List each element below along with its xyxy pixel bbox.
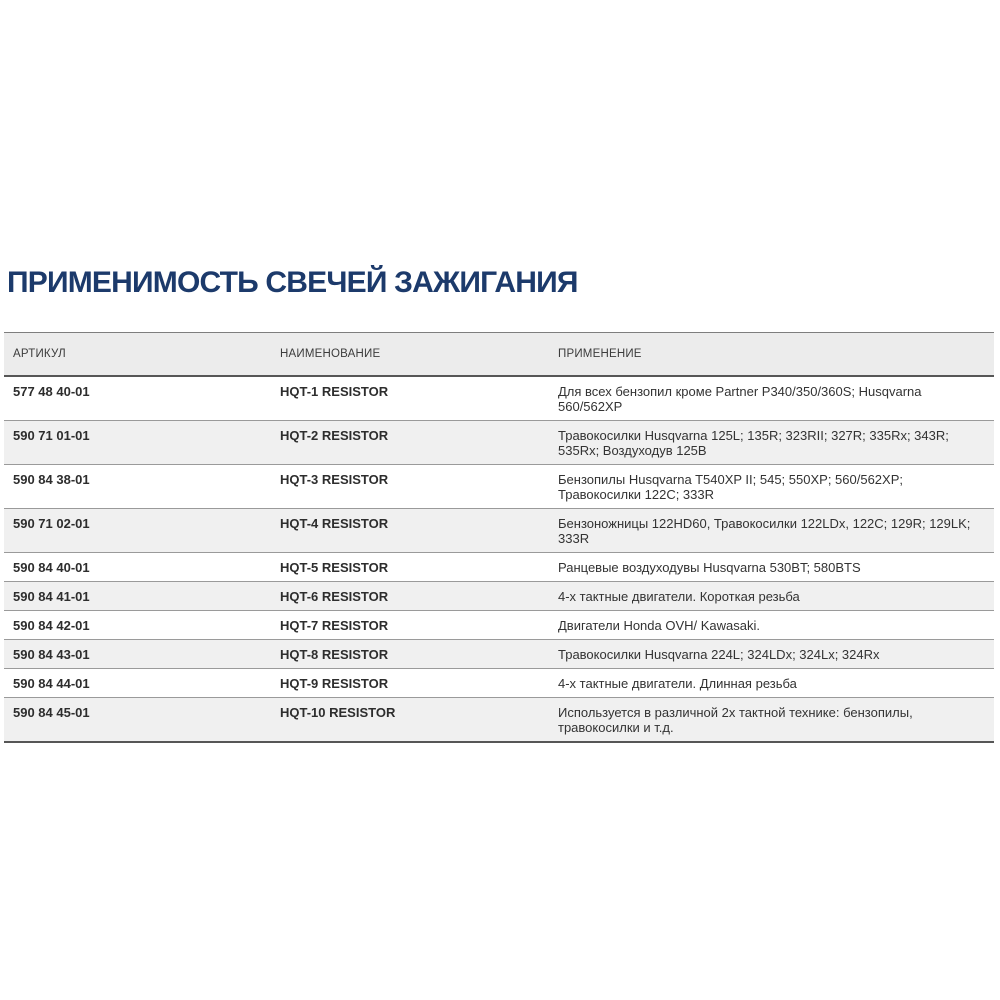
table-row bbox=[4, 509, 994, 553]
name-cell: HQT-6 RESISTOR bbox=[280, 589, 389, 604]
application-cell: Двигатели Honda OVH/ Kawasaki. bbox=[558, 618, 761, 633]
article-cell: 590 84 40-01 bbox=[13, 560, 90, 575]
table-row bbox=[4, 582, 994, 611]
spark-plug-applicability-table bbox=[4, 332, 994, 743]
name-cell: HQT-9 RESISTOR bbox=[280, 676, 389, 691]
application-cell: Ранцевые воздуходувы Husqvarna 530BT; 580BTS bbox=[558, 560, 861, 575]
name-cell: HQT-1 RESISTOR bbox=[280, 384, 389, 399]
table-row bbox=[4, 553, 994, 582]
name-cell: HQT-3 RESISTOR bbox=[280, 472, 389, 487]
table-row bbox=[4, 669, 994, 698]
application-cell: Для всех бензопил кроме Partner P340/350/360S; Husqvarna 560/562XP bbox=[558, 384, 922, 414]
application-cell: 4-х тактные двигатели. Короткая резьба bbox=[558, 589, 800, 604]
column-header-application: ПРИМЕНЕНИЕ bbox=[558, 347, 642, 360]
column-header-name: НАИМЕНОВАНИЕ bbox=[280, 347, 381, 360]
table-row bbox=[4, 377, 994, 421]
application-cell: Бензопилы Husqvarna T540XP II; 545; 550XP; 560/562XP; Травокосилки 122C; 333R bbox=[558, 472, 903, 502]
article-cell: 590 84 44-01 bbox=[13, 676, 90, 691]
name-cell: HQT-8 RESISTOR bbox=[280, 647, 389, 662]
name-cell: HQT-4 RESISTOR bbox=[280, 516, 389, 531]
name-cell: HQT-2 RESISTOR bbox=[280, 428, 389, 443]
article-cell: 590 71 01-01 bbox=[13, 428, 90, 443]
name-cell: HQT-5 RESISTOR bbox=[280, 560, 389, 575]
article-cell: 590 84 41-01 bbox=[13, 589, 90, 604]
application-cell: Травокосилки Husqvarna 224L; 324LDx; 324Lx; 324Rx bbox=[558, 647, 880, 662]
article-cell: 577 48 40-01 bbox=[13, 384, 90, 399]
table-header-row bbox=[4, 333, 994, 377]
application-cell: Бензоножницы 122HD60, Травокосилки 122LDx, 122C; 129R; 129LK; 333R bbox=[558, 516, 971, 546]
table-row bbox=[4, 421, 994, 465]
table-row bbox=[4, 611, 994, 640]
article-cell: 590 84 42-01 bbox=[13, 618, 90, 633]
article-cell: 590 71 02-01 bbox=[13, 516, 90, 531]
application-cell: 4-х тактные двигатели. Длинная резьба bbox=[558, 676, 797, 691]
name-cell: HQT-7 RESISTOR bbox=[280, 618, 389, 633]
article-cell: 590 84 43-01 bbox=[13, 647, 90, 662]
column-header-article: АРТИКУЛ bbox=[13, 347, 66, 360]
table-row bbox=[4, 465, 994, 509]
application-cell: Используется в различной 2х тактной технике: бензопилы, травокосилки и т.д. bbox=[558, 705, 913, 735]
name-cell: HQT-10 RESISTOR bbox=[280, 705, 396, 720]
table-row bbox=[4, 640, 994, 669]
article-cell: 590 84 45-01 bbox=[13, 705, 90, 720]
article-cell: 590 84 38-01 bbox=[13, 472, 90, 487]
page-title: ПРИМЕНИМОСТЬ СВЕЧЕЙ ЗАЖИГАНИЯ bbox=[7, 266, 578, 299]
table-row bbox=[4, 698, 994, 741]
application-cell: Травокосилки Husqvarna 125L; 135R; 323RII; 327R; 335Rx; 343R; 535Rx; Воздуходув 125B bbox=[558, 428, 949, 458]
